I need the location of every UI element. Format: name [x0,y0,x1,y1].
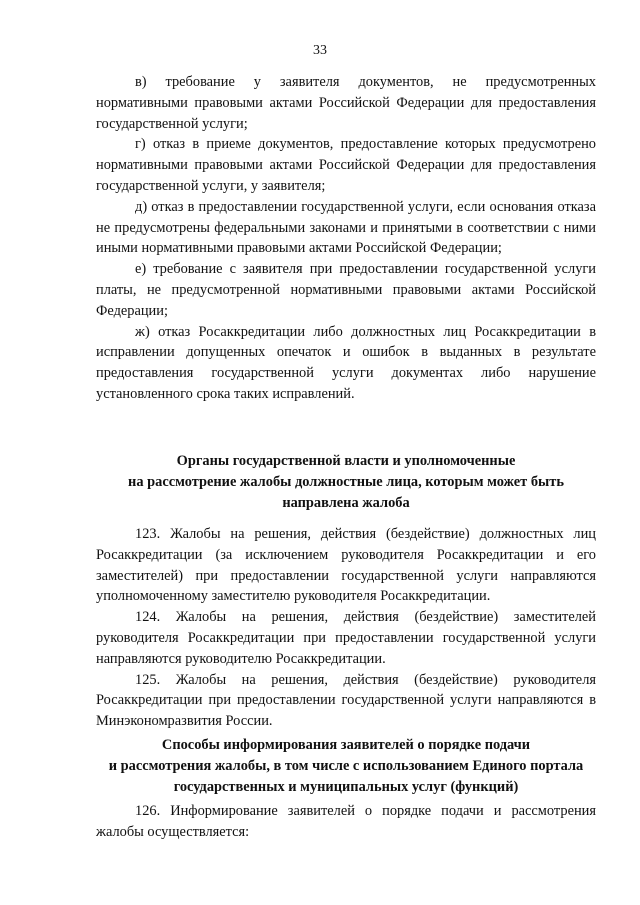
list-item-e: е) требование с заявителя при предоставлении государственной услуги платы, не предусмотренной нормативными правовыми актами Российской Федерации; [96,261,596,319]
list-item-g: г) отказ в приеме документов, предоставление которых предусмотрено нормативными правовыми актами Российской Федерации для предоставления государственной услуги, у заявителя; [96,136,596,194]
heading-line: государственных и муниципальных услуг (функций) [173,778,519,795]
list-item-d: д) отказ в предоставлении государственной услуги, если основания отказа не предусмотрены федеральными законами и принятыми в соответствии с ними иными нормативными правовыми актами Российской Федерации; [96,198,596,257]
heading-line: Способы информирования заявителей о порядке подачи [161,737,531,753]
section-body-complaint-bodies [96,524,596,732]
paragraph-123: 123. Жалобы на решения, действия (бездействие) должностных лиц Росаккредитации (за исключением руководителя Росаккредитации и его заместителей) при предоставлении государственной услуги направляются уполномоченному заместителю руководителя Росаккредитации. [96,526,596,605]
section-heading-complaint-bodies [96,451,596,513]
section-heading-informing-methods [96,735,596,797]
list-item-zh: ж) отказ Росаккредитации либо должностных лиц Росаккредитации в исправлении допущенных опечаток и ошибок в выданных в результате предоставления государственной услуги документах либо нарушение установленного срока таких исправлений. [96,323,596,402]
section-body-informing-methods [96,801,596,843]
list-item-v: в) требование у заявителя документов, не предусмотренных нормативными правовыми актами Российской Федерации для предоставления государственной услуги; [96,74,596,132]
paragraph-125: 125. Жалобы на решения, действия (бездействие) руководителя Росаккредитации при предоставлении государственной услуги направляются в Минэкономразвития России. [96,671,596,730]
page-number: 33 [313,43,327,58]
heading-line: на рассмотрение жалобы должностные лица, которым может быть [128,473,564,490]
heading-line: и рассмотрения жалобы, в том числе с использованием Единого портала [108,757,584,774]
heading-line: Органы государственной власти и уполномоченные [176,453,516,469]
list-items [96,72,596,405]
heading-line: направлена жалоба [282,494,410,511]
paragraph-126: 126. Информирование заявителей о порядке подачи и рассмотрения жалобы осуществляется: [96,803,596,840]
paragraph-124: 124. Жалобы на решения, действия (бездействие) заместителей руководителя Росаккредитации при предоставлении государственной услуги направляются руководителю Росаккредитации. [96,609,596,667]
